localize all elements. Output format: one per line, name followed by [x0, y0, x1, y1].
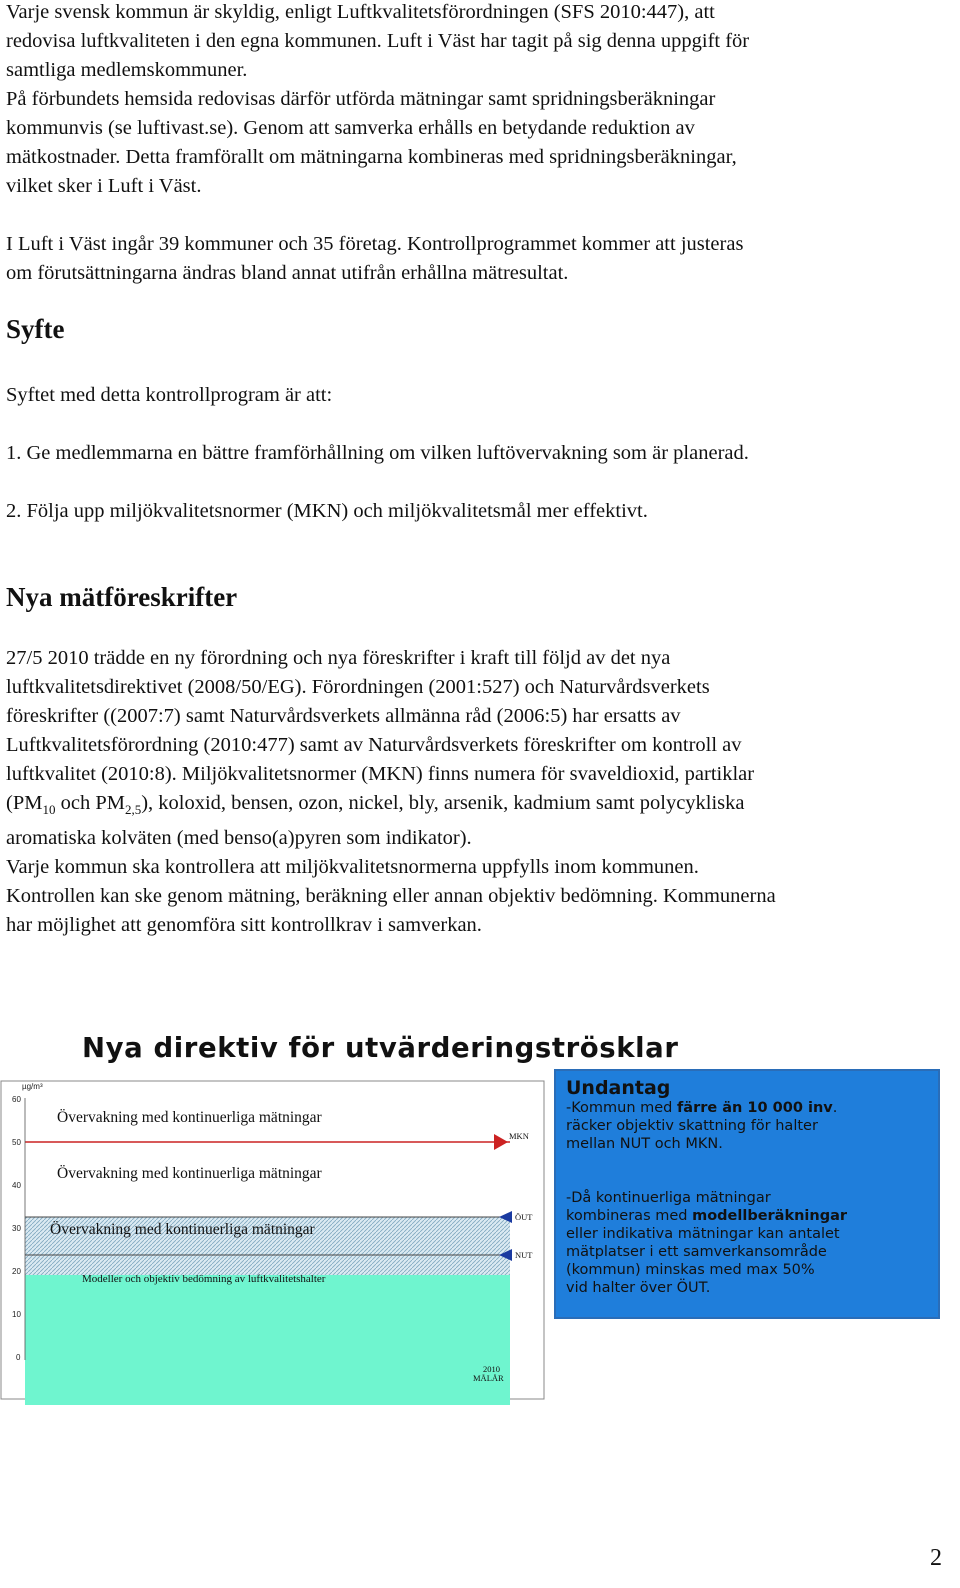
text-line: har möjlighet att genomföra sitt kontrollkrav i samverkan.	[6, 914, 482, 937]
infobox-text: mellan NUT och MKN.	[566, 1136, 723, 1152]
y-tick: 20	[12, 1267, 21, 1276]
unit-label: µg/m³	[22, 1082, 43, 1091]
text-fragment: ), koloxid, bensen, ozon, nickel, bly, arsenik, kadmium samt polycykliska	[141, 792, 745, 814]
text-line: 27/5 2010 trädde en ny förordning och nya föreskrifter i kraft till följd av det nya	[6, 647, 671, 669]
syfte-item: 2. Följa upp miljökvalitetsnormer (MKN) och miljökvalitetsmål mer effektivt.	[6, 500, 648, 522]
infobox-bold: färre än 10 000 inv	[677, 1100, 833, 1116]
text-line: Varje svensk kommun är skyldig, enligt Luftkvalitetsförordningen (SFS 2010:447), att	[6, 1, 715, 23]
nya-heading: Nya mätföreskrifter	[6, 582, 238, 612]
x-year-label: 2010	[483, 1364, 500, 1374]
subscript: 10	[42, 802, 56, 818]
text-line: redovisa luftkvaliteten i den egna kommunen. Luft i Väst har tagit på sig denna uppgift för	[6, 30, 750, 52]
y-tick: 60	[12, 1095, 21, 1104]
text-line: I Luft i Väst ingår 39 kommuner och 35 företag. Kontrollprogrammet kommer att justeras	[6, 233, 744, 255]
infobox-text: mätplatser i ett samverkansområde	[566, 1244, 827, 1260]
nya-section	[6, 644, 954, 940]
mkn-label: MKN	[509, 1131, 529, 1141]
text-line: kommunvis (se luftivast.se). Genom att samverka erhålls en betydande reduktion av	[6, 117, 695, 139]
infobox-text: -Då kontinuerliga mätningar	[566, 1190, 771, 1206]
infobox-fragment: -Kommun med	[566, 1100, 677, 1116]
text-line: Luftkvalitetsförordning (2010:477) samt av Naturvårdsverkets föreskrifter om kontroll av	[6, 734, 742, 756]
text-line: luftkvalitet (2010:8). Miljökvalitetsnormer (MKN) finns numera för svaveldioxid, partiklar	[6, 763, 755, 785]
text-line: föreskrifter ((2007:7) samt Naturvårdsverkets allmänna råd (2006:5) har ersatts av	[6, 705, 681, 727]
text-line: vilket sker i Luft i Väst.	[6, 175, 202, 197]
threshold-chart	[0, 1080, 545, 1410]
y-tick: 40	[12, 1181, 21, 1190]
out-label: ÖUT	[515, 1212, 533, 1222]
text-line	[6, 789, 954, 824]
text-line: om förutsättningarna ändras bland annat utifrån erhållna mätresultat.	[6, 262, 569, 284]
y-tick: 0	[16, 1353, 21, 1362]
text-line: Kontrollen kan ske genom mätning, beräkning eller annan objektiv bedömning. Kommunerna	[6, 885, 776, 908]
syfte-section	[6, 381, 954, 526]
infobox-text: eller indikativa mätningar kan antalet	[566, 1226, 840, 1242]
text-line: luftkvalitetsdirektivet (2008/50/EG). Förordningen (2001:527) och Naturvårdsverkets	[6, 676, 710, 698]
y-tick: 50	[12, 1138, 21, 1147]
text-line: samtliga medlemskommuner.	[6, 59, 248, 81]
infobox-fragment: .	[832, 1100, 838, 1116]
y-tick: 30	[12, 1224, 21, 1233]
band-label: Övervakning med kontinuerliga mätningar	[50, 1221, 315, 1238]
band-label: Övervakning med kontinuerliga mätningar	[57, 1109, 322, 1126]
infobox-text: vid halter över ÖUT.	[566, 1280, 711, 1296]
text-fragment: (PM	[6, 792, 43, 814]
infobox-text: (kommun) minskas med max 50%	[566, 1262, 815, 1278]
band-label: Modeller och objektiv bedömning av luftkvalitetshalter	[82, 1273, 326, 1285]
infobox-text	[566, 1099, 928, 1117]
infobox-text: räcker objektiv skattning för halter	[566, 1118, 818, 1134]
y-tick: 10	[12, 1310, 21, 1319]
page-number: 2	[930, 1545, 942, 1571]
intro-paragraph	[6, 0, 954, 288]
infobox-title: Undantag	[566, 1077, 671, 1099]
syfte-heading: Syfte	[6, 314, 65, 344]
text-fragment: och PM	[55, 792, 125, 814]
x-axis-label: MÅLÅR	[473, 1373, 504, 1383]
syfte-item: 1. Ge medlemmarna en bättre framförhållning om vilken luftövervakning som är planerad.	[6, 442, 749, 464]
band-label: Övervakning med kontinuerliga mätningar	[57, 1165, 322, 1182]
text-line: På förbundets hemsida redovisas därför utförda mätningar samt spridningsberäkningar	[6, 88, 716, 110]
text-line: mätkostnader. Detta framförallt om mätningarna kombineras med spridningsberäkningar,	[6, 146, 737, 168]
infobox-text	[566, 1207, 928, 1225]
text-line: aromatiska kolväten (med benso(a)pyren som indikator).	[6, 827, 472, 850]
text-line: Varje kommun ska kontrollera att miljökvalitetsnormerna uppfylls inom kommunen.	[6, 856, 699, 879]
figure-title: Nya direktiv för utvärderingströsklar	[82, 1032, 679, 1064]
infobox-bold: modellberäkningar	[692, 1208, 848, 1224]
lower-band	[25, 1275, 510, 1405]
infobox-fragment: kombineras med	[566, 1208, 693, 1224]
exception-infobox	[554, 1069, 940, 1319]
nut-label: NUT	[515, 1250, 533, 1260]
subscript: 2,5	[124, 802, 142, 818]
syfte-intro: Syftet med detta kontrollprogram är att:	[6, 384, 333, 406]
